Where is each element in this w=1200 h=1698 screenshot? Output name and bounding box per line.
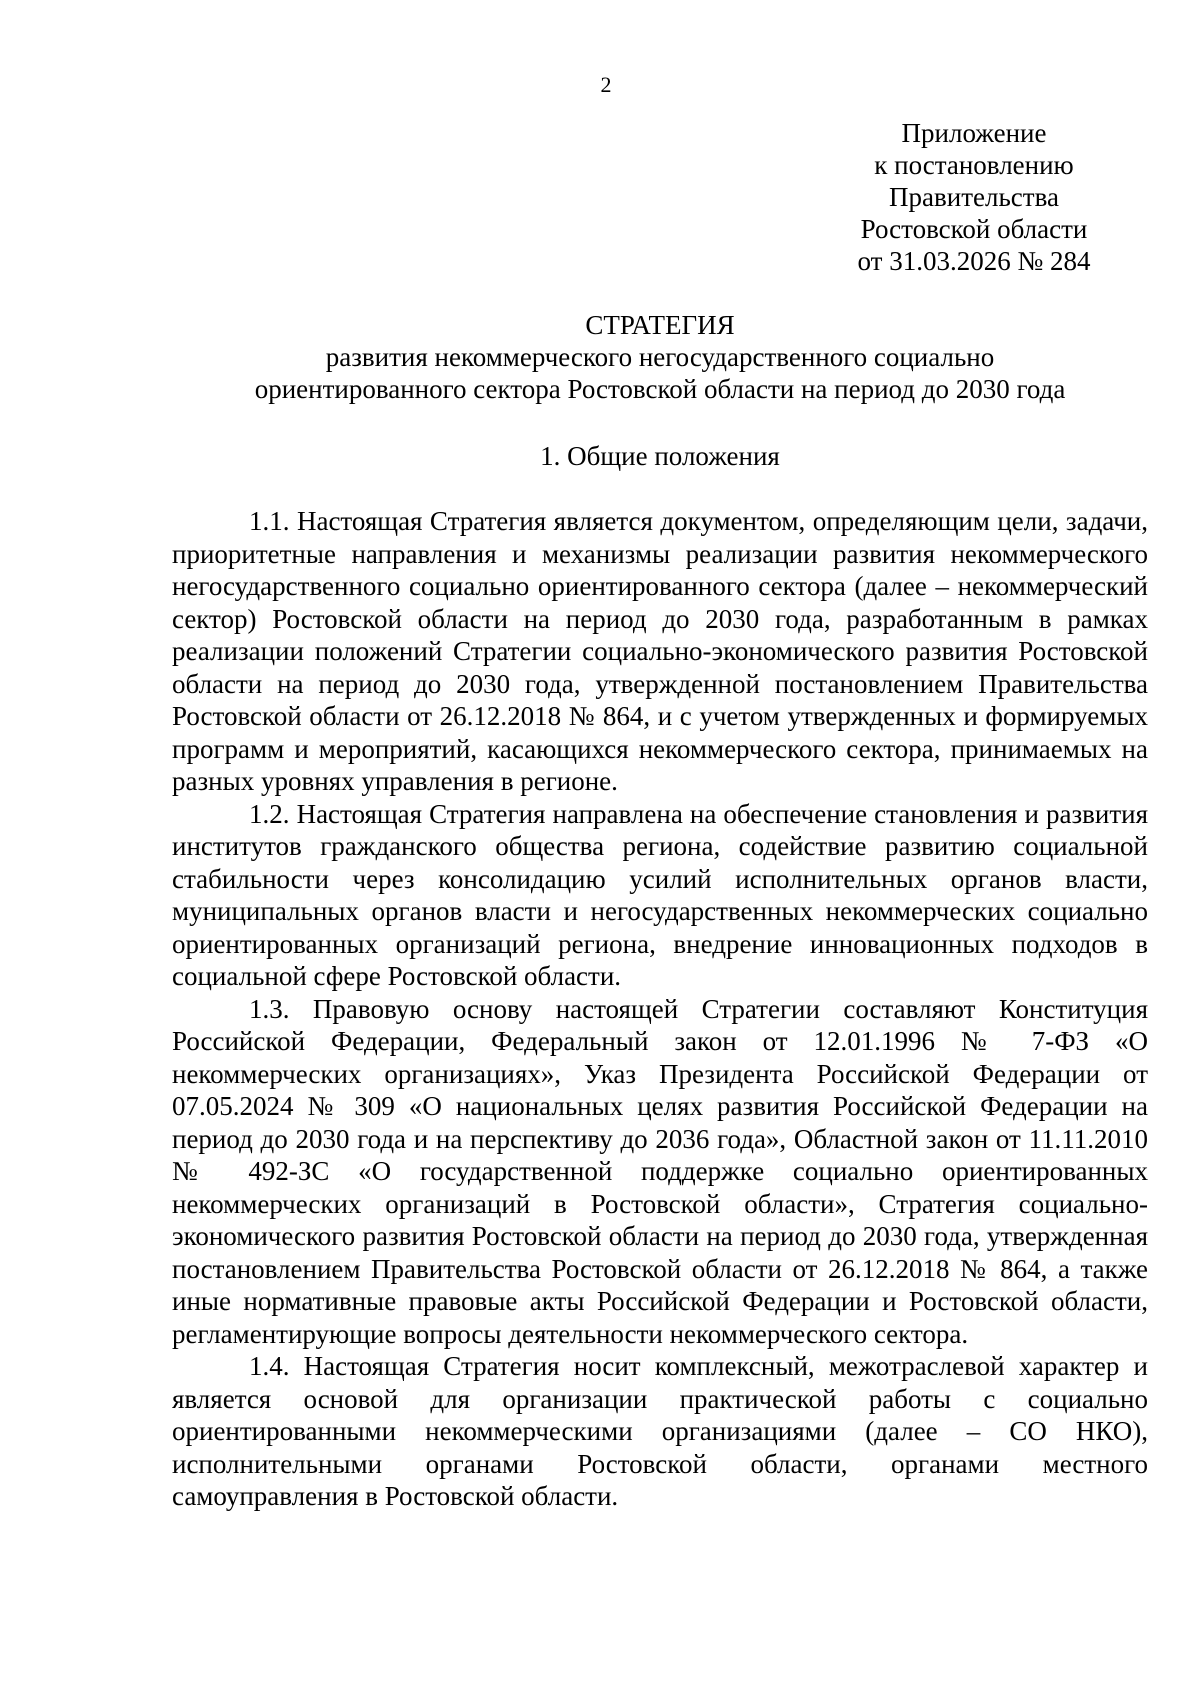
appendix-line: Правительства [889,182,1059,212]
document-title-block [160,309,1160,405]
appendix-block [840,117,1108,277]
paragraph-1-4: 1.4. Настоящая Стратегия носит комплексный, межотраслевой характер и является основой для организации практической работы с социально ориентированными некоммерческими организациями (далее – СО НКО), исполнительными органами Ростовской области, органами местного самоуправления в Ростовской области. [172,1351,1148,1511]
document-subtitle-line: ориентированного сектора Ростовской области на период до 2030 года [254,374,1066,404]
paragraph-1-3: 1.3. Правовую основу настоящей Стратегии составляют Конституция Российской Федерации, Федеральный закон от 12.01.1996 № 7-ФЗ «О некоммерческих организациях», Указ Президента Российской Федерации от 07.05.2024 № 309 «О национальных целях развития Российской Федерации на период до 2030 года и на перспективу до 2036 года», Областной закон от 11.11.2010 № 492-ЗС «О государственной поддержке социально ориентированных некоммерческих организаций в Ростовской области», Стратегия социально-экономического развития Ростовской области на период до 2030 года, утвержденная постановлением Правительства Ростовской области от 26.12.2018 № 864, а также иные нормативные правовые акты Российской Федерации и Ростовской области, регламентирующие вопросы деятельности некоммерческого сектора. [172,993,1148,1349]
page-number: 2 [600,72,612,97]
document-title: СТРАТЕГИЯ [585,310,735,340]
appendix-line: от 31.03.2026 № 284 [857,246,1091,276]
document-subtitle-line: развития некоммерческого негосударственного социально [325,342,995,372]
section-body [172,505,1148,1513]
paragraph-1-2: 1.2. Настоящая Стратегия направлена на обеспечение становления и развития институтов гражданского общества региона, содействие развитию социальной стабильности через консолидацию усилий исполнительных органов власти, муниципальных органов власти и негосударственных некоммерческих социально ориентированных организаций региона, внедрение инновационных подходов в социальной сфере Ростовской области. [172,798,1148,991]
paragraph-1-1: 1.1. Настоящая Стратегия является документом, определяющим цели, задачи, приоритетные направления и механизмы реализации развития некоммерческого негосударственного социально ориентированного сектора (далее – некоммерческий сектор) Ростовской области на период до 2030 года, разработанным в рамках реализации положений Стратегии социально-экономического развития Ростовской области на период до 2030 года, утвержденной постановлением Правительства Ростовской области от 26.12.2018 № 864, и с учетом утвержденных и формируемых программ и мероприятий, касающихся некоммерческого сектора, принимаемых на разных уровнях управления в регионе. [172,506,1148,796]
section-heading: 1. Общие положения [540,441,780,471]
appendix-line: к постановлению [874,150,1074,180]
appendix-line: Ростовской области [860,214,1088,244]
appendix-line: Приложение [901,118,1047,148]
